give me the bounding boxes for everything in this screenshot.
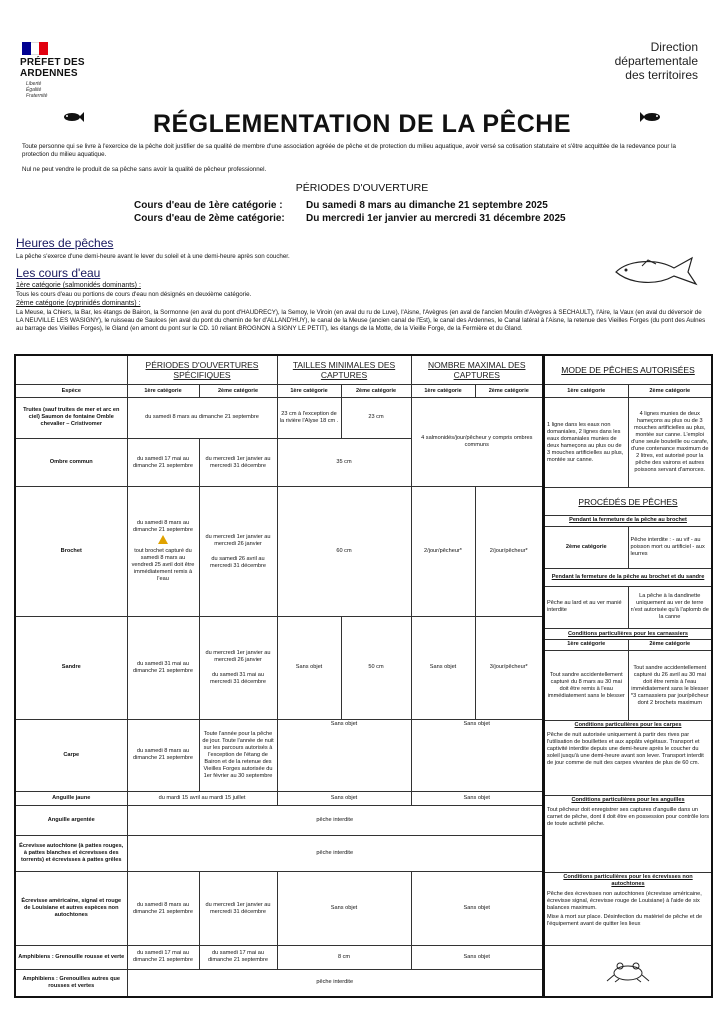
periode-cat2-value: Du mercredi 1er janvier au mercredi 31 décembre 2025 [306,213,566,224]
species-sandre: Sandre [15,617,127,719]
heures-title: Heures de pêches [16,236,114,250]
direction-line1: Direction [650,40,698,54]
carpes-title: Conditions particulières pour les carpes [574,722,682,729]
periode-grenouille-cat1: du samedi 17 mai au dimanche 21 septembre [127,946,199,969]
nombre-anguille-jaune: Sans objet [411,791,543,805]
heures-text: La pêche s'exerce d'une demi-heure avant le lever du soleil et à une demi-heure après son coucher. [16,253,290,260]
periode-ecrevisse-cat1: du samedi 8 mars au dimanche 21 septembre [127,871,199,946]
page-title: RÉGLEMENTATION DE LA PÊCHE [152,110,572,138]
cours-cat2: 2ème catégorie (cyprinidés dominants) : [16,300,141,307]
species-brochet: Brochet [15,487,127,617]
intro-text-2: Nul ne peut vendre le produit de sa pêche sans avoir la qualité de pêcheur professionnel. [22,166,267,173]
taille-truite-cat2: 23 cm [341,398,411,438]
taille-grenouille: 8 cm [277,946,411,969]
cours-cat1-text: Tous les cours d'eau ou portions de cours d'eau non désignés en deuxième catégorie. [16,291,252,298]
table-row [15,719,543,791]
table-row [15,398,543,438]
nombre-ecrevisse: Sans objet [411,871,543,946]
dandinette-text: La pêche à la dandinette uniquement au ver de terre n'est autorisée qu'à l'aplomb de la canne [628,586,712,629]
direction-line2: départementale [614,54,698,68]
periode-ombre-cat2: du mercredi 1er janvier au mercredi 31 décembre [199,438,277,487]
header-periode-cat1: 1ère catégorie [127,385,199,398]
periode-brochet-cat1-dates: du samedi 8 mars au dimanche 21 septembre [132,520,193,534]
header-nombre-cat2: 2ème catégorie [475,385,543,398]
cours-cat2-text: La Meuse, la Chiers, la Bar, les étangs de Bairon, la Sormonne (en aval du pont d'HAUDRECY), la Semoy, le Viroin (en aval du ru de Luve), l'Aisne, l'Avègres (en aval de l'ancien Moulin d'Avègres à SECHAULT), l'Aire, la Vaux (en aval du déversoir de LA NEUVILLE LES WASIGNY), le ruisseau de Saulces (en aval du pont du chemin de fer d'ALLAND'HUY), le canal de la Meuse (ancien canal de l'Est), le canal des Ardennes, le Canal latéral à l'Aisne, la retenue des Vieilles Forges (du pont des Aulnes au barrage des Vieilles Forges), le Gland (en amont du pont sur le CD. 10 reliant BROGNON à SIGNY LE PETIT), les étangs de la Motte, de la Vieille Forge, de la Fermière et du Gland. [16,309,706,332]
periode-brochet-cat2 [199,487,277,617]
flag-white [31,42,40,55]
species-truite: Truites (sauf truites de mer et arc en ciel) Saumon de fontaine Omble chevalier – Cristivomer [15,398,127,438]
interdit-anguille-argentee: pêche interdite [127,805,543,835]
taille-ecrevisse: Sans objet [277,871,411,946]
nombre-sandre-cat2: 3/jour/pêcheur* [475,617,543,719]
carnassiers-title: Conditions particulières pour les carnassiers [544,629,712,640]
taille-brochet: 60 cm [277,487,411,617]
flag-logo [22,42,48,55]
header-nombre-cat1: 1ère catégorie [411,385,475,398]
species-anguille-argentee: Anguille argentée [15,805,127,835]
species-grenouille-autres: Amphibiens : Grenouilles autres que rousses et vertes [15,969,127,997]
devise-egalite: Égalité [26,87,42,93]
intro-text: Toute personne qui se livre à l'exercice de la pêche doit justifier de sa qualité de membre d'une association agréée de pêche et de protection du milieu aquatique, avoir versé sa cotisation statutaire et s'être acquittée de la redevance pour la protection du milieu aquatique. [22,143,676,158]
periode-truite: du samedi 8 mars au dimanche 21 septembre [127,398,277,438]
warning-icon [158,535,168,544]
mode-cat1: 1 ligne dans les eaux non domaniales, 2 lignes dans les eaux domaniales munies de deux hameçons au plus ou de 3 mouches artificielles au plus, montée sur canne. [544,398,628,488]
header-empty [15,355,127,385]
header-periodes: PÉRIODES D'OUVERTURES SPÉCIFIQUES [127,355,277,385]
anguilles-title: Conditions particulières pour les anguilles [571,797,685,804]
carpes-text: Pêche de nuit autorisée uniquement à partir des rives par l'utilisation de bouillettes et aux appâts végétaux. Transport et captivité interdite depuis une demi-heure après le coucher du soleil jusqu'à une demi-heure avant son lever. Transport interdit de jour comme de nuit des carpes vivantes de plus de 60 cm. [547,732,704,767]
periode-cat1 [0,199,724,212]
periode-carpe-cat2: Toute l'année pour la pêche de jour. Toute l'année de nuit sur les parcours autorisés à l'exception de l'étang de Bairon et de la retenue des Vieilles Forges autorisée du 1er février au 30 septembre [199,719,277,791]
periode-brochet-cat2-b: du samedi 26 avril au mercredi 31 décembre [210,555,266,569]
ecrevisses-block [544,873,712,946]
species-anguille-jaune: Anguille jaune [15,791,127,805]
table-row [15,617,543,719]
header-taille-cat1: 1ère catégorie [277,385,341,398]
periode-cat2 [0,212,724,225]
nombre-brochet-cat1: 2/jour/pêcheur* [411,487,475,617]
periode-ecrevisse-cat2: du mercredi 1er janvier au mercredi 31 décembre [199,871,277,946]
header-taille-cat2: 2ème catégorie [341,385,411,398]
table-row [15,805,543,835]
cours-cat1: 1ère catégorie (salmonidés dominants) : [16,282,141,289]
lard-text: Pêche au lard et au ver manié interdite [544,586,628,629]
ecrevisses-text-2: Mise à mort sur place. Désinfection du matériel de pêche et de l'équipement avant de quitter les lieux [547,914,703,928]
flag-blue [22,42,31,55]
carpes-block [544,721,712,796]
table-row [15,871,543,946]
periode-sandre-cat2-b: du samedi 31 mai au mercredi 31 décembre [210,671,266,685]
periode-carpe-cat1: du samedi 8 mars au dimanche 21 septembre [127,719,199,791]
header-periode-cat2: 2ème catégorie [199,385,277,398]
table-row [15,946,543,969]
taille-sandre-cat1: Sans objet [277,617,341,719]
species-ombre: Ombre commun [15,438,127,487]
fermeture-sandre-title: Pendant la fermeture de la pêche au brochet et du sandre [544,569,712,586]
periodes-title: PÉRIODES D'OUVERTURE [295,182,429,194]
header-tailles: TAILLES MINIMALES DES CAPTURES [277,355,411,385]
periode-brochet-cat1-note: tout brochet capturé du samedi 8 mars au vendredi 25 avril doit être immédiatement remis à l'eau [131,548,195,583]
ecrevisses-text: Pêche des écrevisses non autochtones (écrevisse américaine, écrevisse signal, écrevisse rouge de Louisiane) à l'aide de six balances maximum. [547,891,702,912]
periode-ombre-cat1: du samedi 17 mai au dimanche 21 septembre [127,438,199,487]
mode-cat2: 4 lignes munies de deux hameçons au plus ou de 3 mouches artificielles au plus, montée sur canne. L'emploi d'une seule bouteille ou carafe, d'une contenance maximum de 2 litres, est autorisé pour la pêche des vairons et autres poissons servant d'amorces. [628,398,712,488]
devise-fraternite: Fraternité [26,93,48,99]
taille-ombre: 35 cm [277,438,411,487]
carnassiers-cat1: Tout sandre accidentellement capturé du 8 mars au 30 mai doit être remis à l'eau immédiatement sans le blesser [544,650,628,721]
mode-title: MODE DE PÊCHES AUTORISÉES [544,355,712,385]
periode-cat2-label: Cours d'eau de 2ème catégorie: [134,213,285,224]
nombre-sandre-cat1: Sans objet [411,617,475,719]
frog-cell [544,946,712,997]
flag-red [39,42,48,55]
periode-cat1-value: Du samedi 8 mars au dimanche 21 septembre 2025 [306,200,548,211]
cours-title: Les cours d'eau [16,266,101,280]
devise-liberte: Liberté [26,81,42,87]
species-ecrevisse-americaine: Écrevisse américaine, signal et rouge de Louisiane et autres espèces non autochtones [15,871,127,946]
nombre-salmonides: 4 salmonidés/jour/pêcheur y compris ombres communs [411,398,543,487]
fermeture-brochet-text: Pêche interdite : - au vif - au poisson mort ou artificiel - aux leurres [628,526,712,569]
carnassiers-cat2-header: 2ème catégorie [628,640,712,651]
interdit-ecrevisse-autochtone: pêche interdite [127,835,543,871]
periode-sandre-cat2 [199,617,277,719]
taille-carpe: Sans objet [277,719,411,791]
species-grenouille-verte: Amphibiens : Grenouille rousse et verte [15,946,127,969]
fish-drawing-icon [612,254,698,288]
periode-sandre-cat1: du samedi 31 mai au dimanche 21 septembre [127,617,199,719]
table-row [15,791,543,805]
anguilles-block [544,796,712,873]
ecrevisses-title: Conditions particulières pour les écrevisses non autochtones [563,874,693,888]
procedes-table [543,354,713,998]
direction-line3: des territoires [625,68,698,82]
periode-sandre-cat2-a: du mercredi 1er janvier au mercredi 26 janvier [205,649,271,663]
devise [26,81,47,99]
header-nombre: NOMBRE MAXIMAL DES CAPTURES [411,355,543,385]
carnassiers-cat2: Tout sandre accidentellement capturé du 26 avril au 30 mai doit être remis à l'eau immédiatement sans le blesser *3 carnassiers par jour/pêcheur dont 2 brochets maximum [628,650,712,721]
periode-grenouille-cat2: du samedi 17 mai au dimanche 21 septembre [199,946,277,969]
periode-anguille-jaune: du mardi 15 avril au mardi 15 juillet [127,791,277,805]
direction-block [615,40,698,82]
nombre-carpe: Sans objet [411,719,543,791]
regles-table [14,354,544,998]
prefet-title: PRÉFET DES ARDENNES [20,57,85,79]
taille-sandre-cat2: 50 cm [341,617,411,719]
mode-cat1-header: 1ère catégorie [544,385,628,398]
anguilles-text: Tout pêcheur doit enregistrer ses captures d'anguille dans un carnet de pêche, dont il doit être en possession pour contrôle lors de toute activité pêche. [547,807,710,828]
header-espece: Espèce [15,385,127,398]
mode-cat2-header: 2ème catégorie [628,385,712,398]
procedes-title: PROCÉDÉS DE PÊCHES [544,488,712,516]
carnassiers-cat1-header: 1ère catégorie [544,640,628,651]
fermeture-brochet-title: Pendant la fermeture de la pêche au brochet [544,515,712,526]
nombre-brochet-cat2: 2/jour/pêcheur* [475,487,543,617]
periode-brochet-cat2-a: du mercredi 1er janvier au mercredi 26 janvier [205,533,271,547]
species-ecrevisse-autochtone: Écrevisse autochtone (à pattes rouges, à pattes blanches et écrevisses des torrents) et écrevisses à pattes grêles [15,835,127,871]
species-carpe: Carpe [15,719,127,791]
nombre-grenouille: Sans objet [411,946,543,969]
table-row [15,969,543,997]
taille-truite-cat1: 23 cm à l'exception de la rivière l'Alyse 18 cm . [277,398,341,438]
table-row [15,835,543,871]
interdit-grenouille-autres: pêche interdite [127,969,543,997]
frog-icon [605,957,651,983]
periode-cat1-label: Cours d'eau de 1ère catégorie : [134,200,283,211]
taille-anguille-jaune: Sans objet [277,791,411,805]
table-row [15,487,543,617]
fermeture-cat2-label: 2ème catégorie [544,526,628,569]
periode-brochet-cat1 [127,487,199,617]
